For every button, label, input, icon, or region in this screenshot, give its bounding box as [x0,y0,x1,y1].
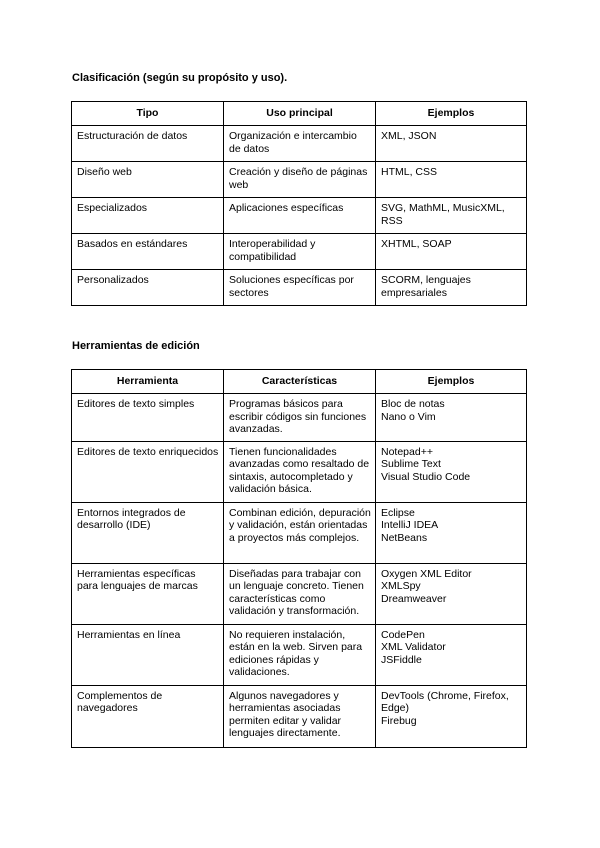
tools-table [71,369,527,748]
classification-table [71,101,527,306]
column-header-herramienta: Herramienta [72,370,224,394]
cell-ejemplos: HTML, CSS [376,162,527,198]
example-item: Bloc de notas [381,398,445,410]
cell-ejemplos [376,563,527,624]
table-row [72,685,527,747]
cell-ejemplos [376,624,527,685]
cell-ejemplos [376,441,527,502]
table-row [72,126,527,162]
cell-tipo: Basados en estándares [72,234,224,270]
cell-ejemplos [376,502,527,563]
example-item: Sublime Text [381,458,441,470]
cell-caracteristicas: Diseñadas para trabajar con un lenguaje concreto. Tienen características como validación y transformación. [224,563,376,624]
cell-herramienta: Editores de texto simples [72,394,224,442]
table-row [72,270,527,306]
example-item: Eclipse [381,506,415,519]
cell-herramienta: Herramientas en línea [72,624,224,685]
cell-tipo: Especializados [72,198,224,234]
cell-ejemplos [376,685,527,747]
example-item: Nano o Vim [381,410,436,423]
column-header-caracteristicas: Características [224,370,376,394]
cell-tipo: Diseño web [72,162,224,198]
cell-herramienta: Complementos de navegadores [72,685,224,747]
example-item: IntelliJ IDEA [381,519,439,531]
cell-uso: Interoperabilidad y compatibilidad [224,234,376,270]
section-title-herramientas: Herramientas de edición [72,340,200,352]
cell-herramienta: Entornos integrados de desarrollo (IDE) [72,502,224,563]
cell-tipo: Estructuración de datos [72,126,224,162]
table-header-row [72,102,527,126]
cell-ejemplos: SCORM, lenguajes empresariales [376,270,527,306]
cell-caracteristicas: No requieren instalación, están en la web. Sirven para ediciones rápidas y validaciones. [224,624,376,685]
table-row [72,234,527,270]
column-header-ejemplos: Ejemplos [376,102,527,126]
cell-tipo: Personalizados [72,270,224,306]
example-item: Dreamweaver [381,592,447,605]
table-row [72,162,527,198]
example-item: JSFiddle [381,653,422,666]
cell-ejemplos: XML, JSON [376,126,527,162]
cell-caracteristicas: Programas básicos para escribir códigos sin funciones avanzadas. [224,394,376,442]
cell-herramienta: Herramientas específicas para lenguajes de marcas [72,563,224,624]
example-item: Firebug [381,714,417,727]
example-item: CodePen [381,628,425,641]
example-item: XML Validator [381,641,446,653]
cell-caracteristicas: Combinan edición, depuración y validación, están orientadas a proyectos más complejos. [224,502,376,563]
cell-uso: Creación y diseño de páginas web [224,162,376,198]
cell-caracteristicas: Algunos navegadores y herramientas asociadas permiten editar y validar lenguajes directamente. [224,685,376,747]
cell-uso: Soluciones específicas por sectores [224,270,376,306]
cell-ejemplos: SVG, MathML, MusicXML, RSS [376,198,527,234]
table-row [72,624,527,685]
example-item: Notepad++ [381,445,433,458]
column-header-ejemplos: Ejemplos [376,370,527,394]
table-row [72,198,527,234]
table-row [72,502,527,563]
example-item: Oxygen XML Editor [381,567,472,580]
cell-ejemplos: XHTML, SOAP [376,234,527,270]
example-item: Visual Studio Code [381,470,471,483]
column-header-tipo: Tipo [72,102,224,126]
column-header-uso-principal: Uso principal [224,102,376,126]
table-row [72,441,527,502]
example-item: XMLSpy [381,580,421,592]
example-item: DevTools (Chrome, Firefox, Edge) [381,689,509,714]
cell-uso: Aplicaciones específicas [224,198,376,234]
table-row [72,563,527,624]
cell-ejemplos [376,394,527,442]
cell-herramienta: Editores de texto enriquecidos [72,441,224,502]
cell-caracteristicas: Tienen funcionalidades avanzadas como resaltado de sintaxis, autocompletado y validación básica. [224,441,376,502]
section-title-clasificacion: Clasificación (según su propósito y uso). [72,72,288,84]
table-header-row [72,370,527,394]
example-item: NetBeans [381,531,428,544]
cell-uso: Organización e intercambio de datos [224,126,376,162]
table-row [72,394,527,442]
